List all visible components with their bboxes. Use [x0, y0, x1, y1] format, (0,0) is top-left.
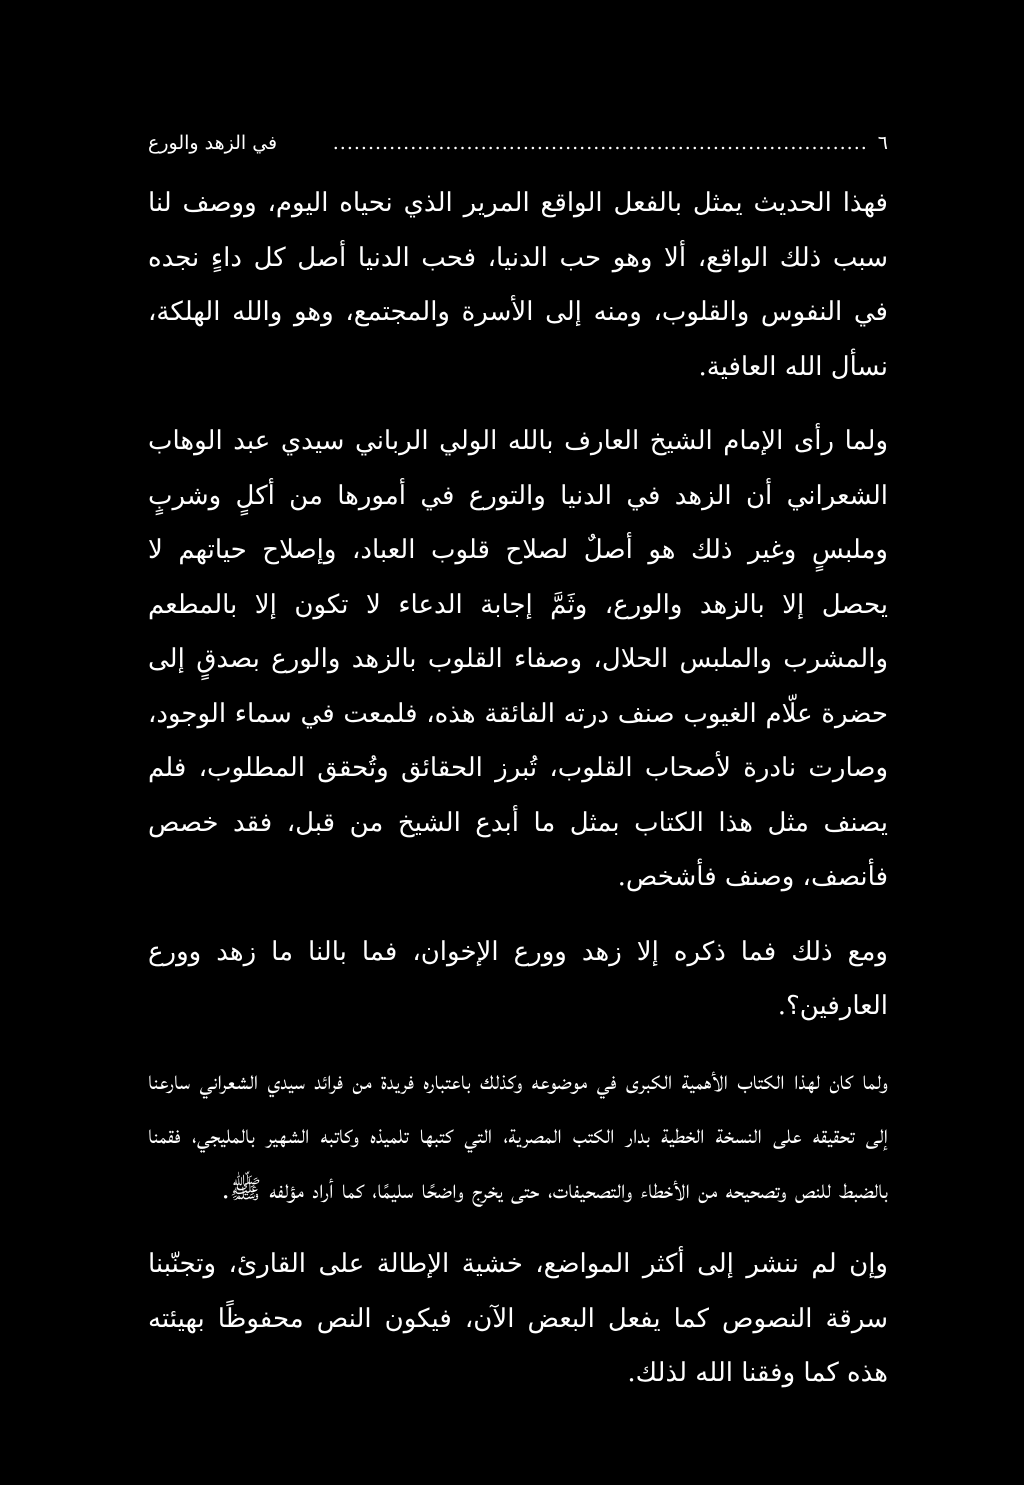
paragraph-4: ولما كان لهذا الكتاب الأهمية الكبرى في موضوعه وكذلك باعتباره فريدة من فرائد سيدي الشعراني سارعنا إلى تحقيقه على النسخة الخطية بدار الكتب المصرية، التي كتبها تلميذه وكاتبه الشهير بالمليجي، فقمنا بالضبط للنص وتصحيحه من الأخطاء والتصحيفات، حتى يخرج واضحًا سليمًا، كما أراد مؤلفه ﷺ. — [148, 1065, 888, 1205]
paragraph-2: ولما رأى الإمام الشيخ العارف بالله الولي الرباني سيدي عبد الوهاب الشعراني أن الزهد في الدنيا والتورع في أمورها من أكلٍ وشربٍ وملبسٍ وغير ذلك هو أصلٌ لصلاح قلوب العباد، وإصلاح حياتهم لا يحصل إلا بالزهد والورع، وثَمَّ إجابة الدعاء لا تكون إلا بالمطعم والمشرب والملبس الحلال، وصفاء القلوب بالزهد والورع بصدقٍ إلى حضرة علّام الغيوب صنف درته الفائقة هذه، فلمعت في سماء الوجود، وصارت نادرة لأصحاب القلوب، تُبرز الحقائق وتُحقق المطلوب، فلم يصنف مثل هذا الكتاب بمثل ما أبدع الشيخ من قبل، فقد خصص فأنصف، وصنف فأشخص. — [148, 426, 888, 892]
paragraph-1: فهذا الحديث يمثل بالفعل الواقع المرير الذي نحياه اليوم، ووصف لنا سبب ذلك الواقع، ألا وهو حب الدنيا، فحب الدنيا أصل كل داءٍ نجده في النفوس والقلوب، ومنه إلى الأسرة والمجتمع، وهو والله الهلكة، نسأل الله العافية. — [148, 188, 888, 382]
page-number: ٦ — [877, 132, 888, 154]
paragraph-3: ومع ذلك فما ذكره إلا زهد وورع الإخوان، فما بالنا ما زهد وورع العارفين؟. — [148, 936, 888, 1021]
paragraph-5: وإن لم ننشر إلى أكثر المواضع، خشية الإطالة على القارئ، وتجنّبنا سرقة النصوص كما يفعل البعض الآن، فيكون النص محفوظًا بهيئته هذه كما وفقنا الله لذلك. — [148, 1249, 888, 1388]
running-head — [148, 128, 888, 158]
document-page — [148, 128, 888, 1421]
leader-dots: ............................................................................ — [332, 132, 868, 154]
running-title: في الزهد والورع — [148, 132, 278, 154]
